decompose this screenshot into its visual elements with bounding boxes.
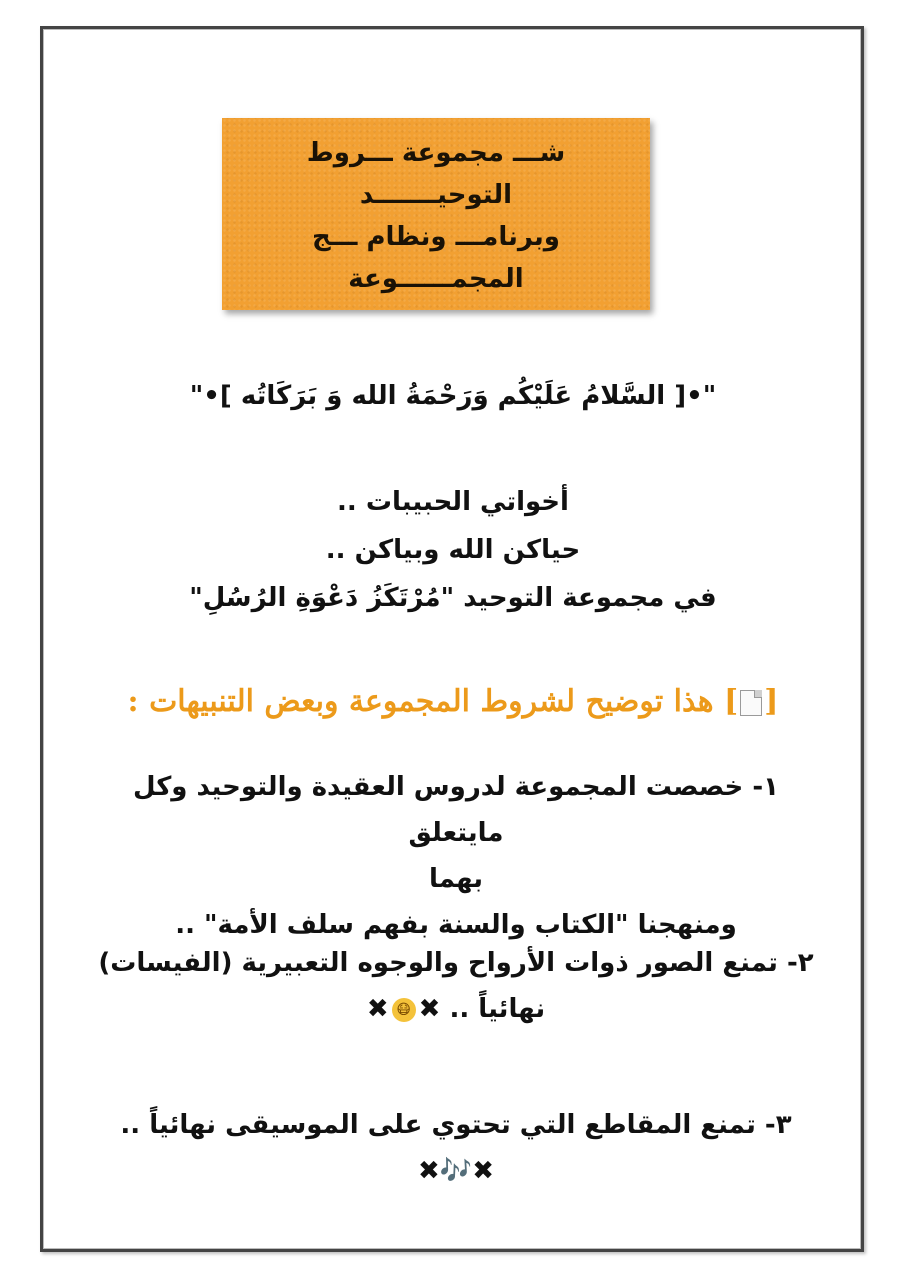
greeting-line: أخواتي الحبيبات .. [337, 487, 569, 517]
cross-mark-icon: ✖ [418, 994, 441, 1024]
title-line: المجمــــــوعة [348, 264, 524, 294]
cross-mark-icon: ✖ [366, 994, 389, 1024]
title-line: شـــ مجموعة ـــروط [306, 138, 566, 168]
title-line: وبرنامـــ ونظام ـــج [312, 222, 560, 252]
rule-item [96, 764, 816, 948]
title-line: التوحيـــــــد [359, 180, 513, 210]
music-notes-icon: 🎶 [439, 1156, 473, 1186]
cross-mark-icon: ✖ [418, 1156, 440, 1186]
rule-line: ٢- تمنع الصور ذوات الأرواح والوجوه التعبيرية (الفيسات) [98, 948, 814, 978]
heading-bracket-close: ] [724, 684, 739, 719]
rule-item [96, 940, 816, 1032]
rule-line: ١- خصصت المجموعة لدروس العقيدة والتوحيد وكل مايتعلق [132, 772, 780, 848]
greeting-block [60, 478, 846, 622]
rule-line [96, 986, 816, 1032]
greeting-line: في مجموعة التوحيد "مُرْتَكَزُ دَعْوَةِ الرُسُلِ" [189, 583, 717, 613]
masked-face-emoji-icon: 😷 [392, 998, 416, 1022]
rule-line [96, 1102, 816, 1194]
title-box [222, 118, 650, 310]
rule-line-text: نهائياً .. [449, 994, 546, 1024]
rule-line: بهما [428, 864, 484, 894]
salam-greeting: "•[ السَّلامُ عَلَيْكُم وَرَحْمَةُ الله وَ بَرَكَاتُه ]•" [189, 381, 717, 411]
heading-text: هذا توضيح لشروط المجموعة وبعض التنبيهات : [127, 684, 714, 719]
section-heading [60, 680, 846, 724]
greeting-line: حياكن الله وبياكن .. [325, 535, 581, 565]
rule-item [96, 1102, 816, 1194]
rule-line: ومنهجنا "الكتاب والسنة بفهم سلف الأمة" .. [175, 910, 737, 940]
heading-bracket-open: [ [764, 684, 779, 719]
cross-mark-icon: ✖ [472, 1156, 494, 1186]
document-icon [740, 690, 762, 716]
rule-line-text: ٣- تمنع المقاطع التي تحتوي على الموسيقى نهائياً .. [120, 1110, 792, 1140]
